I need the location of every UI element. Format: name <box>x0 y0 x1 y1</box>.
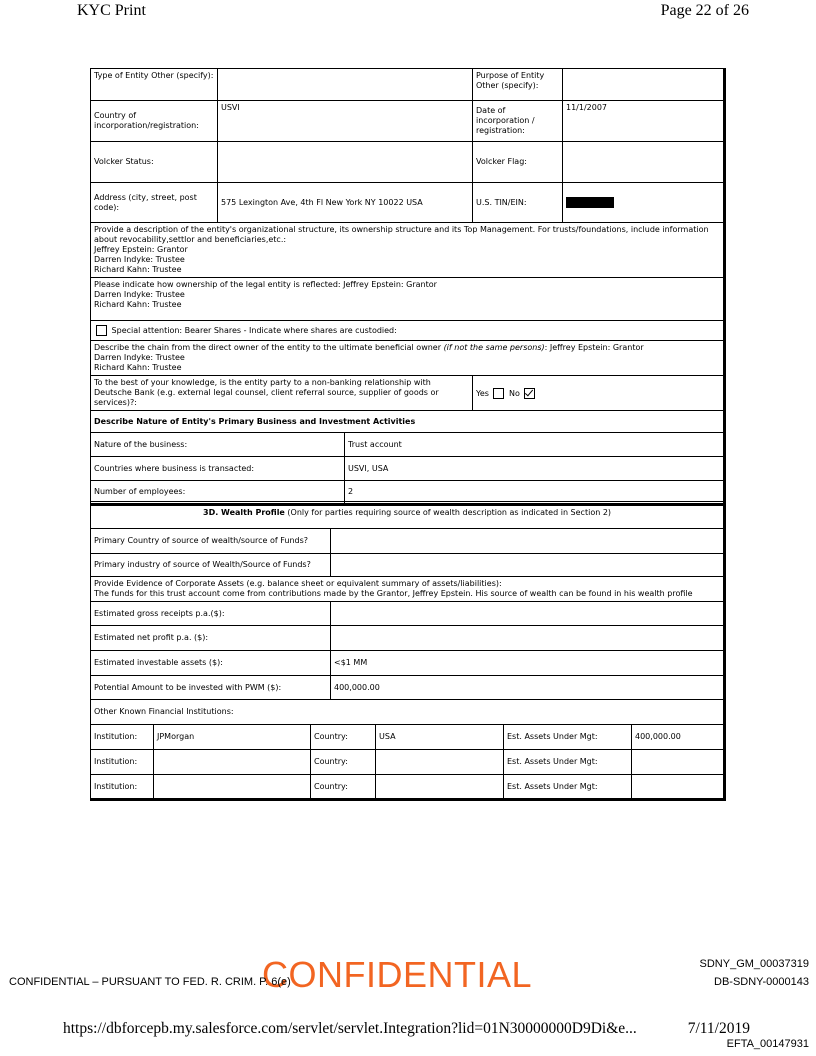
bearer-shares-label: Special attention: Bearer Shares - Indicate where shares are custodied: <box>111 326 397 335</box>
purpose-other-label: Purpose of Entity Other (specify): <box>473 69 563 101</box>
aum-label: Est. Assets Under Mgt: <box>504 775 632 800</box>
potential-label: Potential Amount to be invested with PWM ($): <box>91 676 331 700</box>
no-label: No <box>509 388 520 398</box>
confidential-notice: CONFIDENTIAL – PURSUANT TO FED. R. CRIM. P. 6(e) <box>9 976 291 988</box>
country-value: USA <box>376 725 504 750</box>
type-other-label: Type of Entity Other (specify): <box>91 69 218 101</box>
tin-value <box>563 183 725 223</box>
aum-value: 400,000.00 <box>632 725 725 750</box>
business-heading: Describe Nature of Entity's Primary Business and Investment Activities <box>91 411 725 433</box>
country-label: Country: <box>311 725 376 750</box>
print-date: 7/11/2019 <box>687 1020 750 1037</box>
employees-value: 2 <box>345 481 725 505</box>
type-other-value <box>218 69 473 101</box>
date-inc-value: 11/1/2007 <box>563 101 725 142</box>
primary-country-value <box>331 529 725 554</box>
country-label: Country: <box>311 750 376 775</box>
countries-label: Countries where business is transacted: <box>91 457 345 481</box>
table-row <box>91 775 725 800</box>
potential-value: 400,000.00 <box>331 676 725 700</box>
nature-value: Trust account <box>345 433 725 457</box>
investable-label: Estimated investable assets ($): <box>91 651 331 676</box>
institution-value <box>154 750 311 775</box>
chain-description <box>91 341 725 376</box>
gross-value <box>331 602 725 626</box>
sdny-bates-id: SDNY_GM_00037319 <box>699 958 809 970</box>
tin-label: U.S. TIN/EIN: <box>473 183 563 223</box>
entity-table <box>90 68 726 506</box>
country-label: Country: <box>311 775 376 800</box>
nonbanking-question: To the best of your knowledge, is the entity party to a non-banking relationship with Deutsche Bank (e.g. external legal counsel, client referral source, supplier of goods or services)?: <box>91 376 473 411</box>
nonbanking-answer <box>473 376 725 411</box>
wealth-title-rest: (Only for parties requiring source of wealth description as indicated in Section 2) <box>284 508 612 517</box>
gross-label: Estimated gross receipts p.a.($): <box>91 602 331 626</box>
table-row <box>91 725 725 750</box>
efta-id: EFTA_00147931 <box>726 1038 809 1050</box>
institution-label: Institution: <box>91 750 154 775</box>
aum-label: Est. Assets Under Mgt: <box>504 725 632 750</box>
employees-label: Number of employees: <box>91 481 345 505</box>
wealth-profile-table <box>90 501 726 801</box>
investable-value: <$1 MM <box>331 651 725 676</box>
confidential-stamp: CONFIDENTIAL <box>262 954 533 995</box>
volcker-status-label: Volcker Status: <box>91 142 218 183</box>
chain-prefix: Describe the chain from the direct owner of the entity to the ultimate beneficial owner <box>94 343 444 352</box>
page-number: Page 22 of 26 <box>660 2 749 19</box>
bearer-shares-row <box>91 321 725 341</box>
volcker-flag-label: Volcker Flag: <box>473 142 563 183</box>
wealth-title <box>91 502 725 529</box>
country-value: USVI <box>218 101 473 142</box>
country-value <box>376 775 504 800</box>
volcker-flag-value <box>563 142 725 183</box>
primary-industry-value <box>331 554 725 577</box>
date-inc-label: Date of incorporation / registration: <box>473 101 563 142</box>
aum-value <box>632 750 725 775</box>
purpose-other-value <box>563 69 725 101</box>
header-title: KYC Print <box>77 2 146 19</box>
primary-country-label: Primary Country of source of wealth/source of Funds? <box>91 529 331 554</box>
chain-italic: (if not the same persons) <box>443 343 545 352</box>
primary-industry-label: Primary industry of source of Wealth/Source of Funds? <box>91 554 331 577</box>
net-label: Estimated net profit p.a. ($): <box>91 626 331 651</box>
source-url: https://dbforcepb.my.salesforce.com/servlet/servlet.Integration?lid=01N30000000D9Di&e... <box>63 1020 637 1037</box>
address-value: 575 Lexington Ave, 4th Fl New York NY 10022 USA <box>218 183 473 223</box>
no-checkbox[interactable] <box>524 388 535 399</box>
institution-value <box>154 775 311 800</box>
institution-value: JPMorgan <box>154 725 311 750</box>
countries-value: USVI, USA <box>345 457 725 481</box>
institution-label: Institution: <box>91 725 154 750</box>
ownership-description: Please indicate how ownership of the legal entity is reflected: Jeffrey Epstein: Grantor Darren Indyke: Trustee Richard Kahn: Trustee <box>91 278 725 321</box>
nature-label: Nature of the business: <box>91 433 345 457</box>
address-label: Address (city, street, post code): <box>91 183 218 223</box>
table-row <box>91 750 725 775</box>
evidence-description: Provide Evidence of Corporate Assets (e.g. balance sheet or equivalent summary of assets/liabilities): The funds for this trust account come from contributions made by the Grantor, Jeffrey Epstein. His source of wealth can be found in his wealth profile <box>91 577 725 602</box>
redaction-block <box>566 197 614 208</box>
yes-checkbox[interactable] <box>493 388 504 399</box>
country-value <box>376 750 504 775</box>
other-fi-label: Other Known Financial Institutions: <box>91 700 725 725</box>
aum-value <box>632 775 725 800</box>
aum-label: Est. Assets Under Mgt: <box>504 750 632 775</box>
structure-description: Provide a description of the entity's organizational structure, its ownership structure and its Top Management. For trusts/foundations, include information about revocability,settlor and beneficiaries,etc.: Jeffrey Epstein: Grantor Darren Indyke: Trustee Richard Kahn: Trustee <box>91 223 725 278</box>
db-bates-id: DB-SDNY-0000143 <box>714 976 809 988</box>
country-label: Country of incorporation/registration: <box>91 101 218 142</box>
net-value <box>331 626 725 651</box>
bearer-shares-checkbox[interactable] <box>96 325 107 336</box>
wealth-title-bold: 3D. Wealth Profile <box>203 508 285 517</box>
institution-label: Institution: <box>91 775 154 800</box>
yes-label: Yes <box>476 388 489 398</box>
chain-suffix: : Jeffrey Epstein: Grantor Darren Indyke: Trustee Richard Kahn: Trustee <box>94 343 644 372</box>
volcker-status-value <box>218 142 473 183</box>
